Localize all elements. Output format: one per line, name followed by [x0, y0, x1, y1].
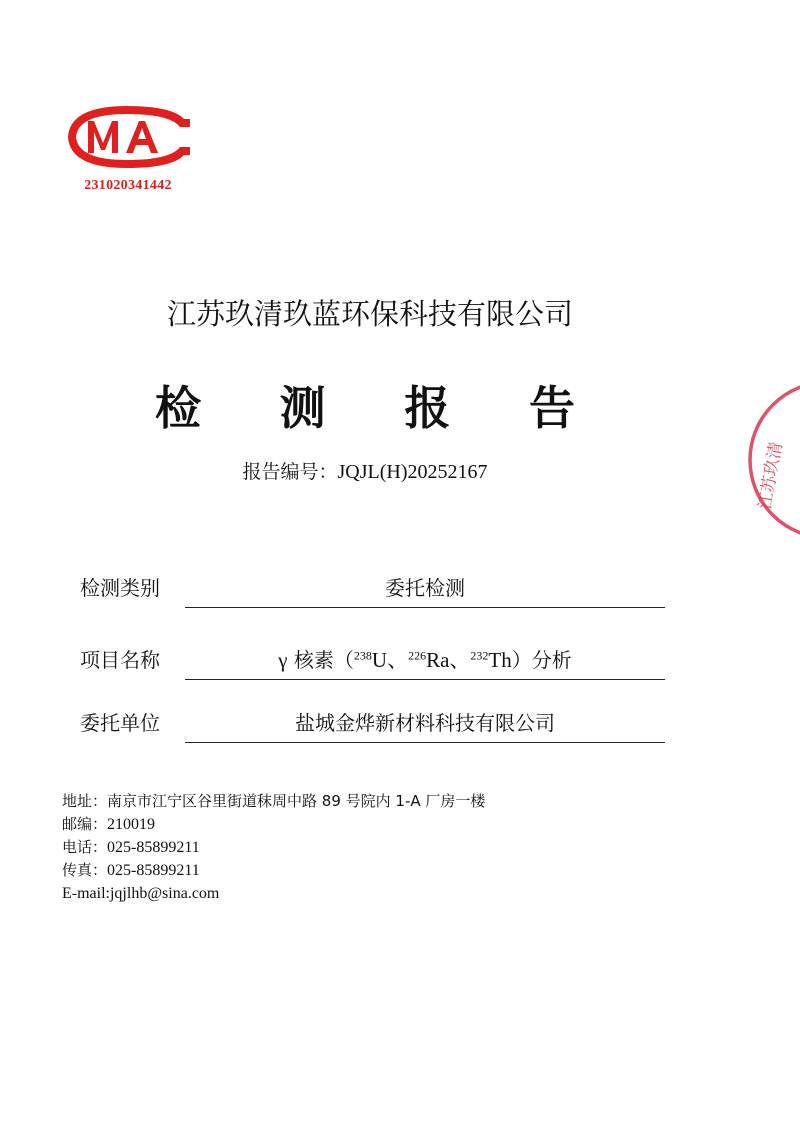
report-number-label: 报告编号：: [242, 461, 338, 483]
field-test-category: [80, 568, 665, 608]
text: Ra、: [426, 648, 471, 672]
field-value: [185, 644, 665, 674]
value: 025-85899211: [107, 839, 200, 856]
underline: [185, 742, 665, 743]
field-value: 盐城金烨新材料科技有限公司: [295, 711, 555, 735]
value: 南京市江宁区谷里街道秣周中路 89 号院内 1-A 厂房一楼: [107, 792, 486, 810]
company-seal-stamp: [748, 375, 800, 545]
field-label: 项目名称: [80, 648, 160, 672]
fax: [62, 859, 485, 882]
field-value: 委托检测: [385, 576, 465, 600]
gamma: γ: [278, 648, 288, 672]
postcode: [62, 813, 485, 836]
cma-logo: [62, 103, 192, 171]
value: 210019: [107, 816, 156, 833]
company-name: 江苏玖清玖蓝环保科技有限公司: [166, 297, 573, 331]
label: 传真：: [62, 861, 108, 879]
field-label: 委托单位: [80, 711, 160, 735]
field-client: [80, 703, 665, 743]
underline: [185, 607, 665, 608]
title-char: 检: [155, 381, 201, 435]
cma-number: 231020341442: [84, 178, 172, 193]
report-title: [155, 372, 575, 438]
title-char: 测: [279, 381, 326, 435]
text: ）分析: [511, 648, 572, 672]
text: Th: [488, 648, 512, 672]
field-label: 检测类别: [80, 576, 160, 600]
underline: [185, 679, 665, 680]
label: 邮编：: [62, 815, 108, 833]
title-char: 报: [404, 381, 451, 435]
text: U、: [371, 648, 409, 672]
mass-number: 232: [470, 648, 489, 663]
svg-text:江苏玖清: 江苏玖清: [755, 440, 787, 511]
mass-number: 226: [408, 648, 427, 663]
label: 地址：: [62, 792, 108, 810]
mass-number: 238: [353, 648, 372, 663]
field-project-name: [80, 640, 665, 680]
text: 核素（: [293, 648, 354, 672]
contact-info: [62, 790, 485, 905]
phone: [62, 836, 485, 859]
report-number-value: JQJL(H)20252167: [337, 461, 488, 483]
label: 电话：: [62, 838, 108, 856]
title-char: 告: [528, 381, 575, 435]
email: E-mail:jqjlhb@sina.com: [62, 885, 220, 902]
value: 025-85899211: [107, 862, 200, 879]
address: [62, 790, 485, 813]
report-number: [0, 457, 730, 484]
